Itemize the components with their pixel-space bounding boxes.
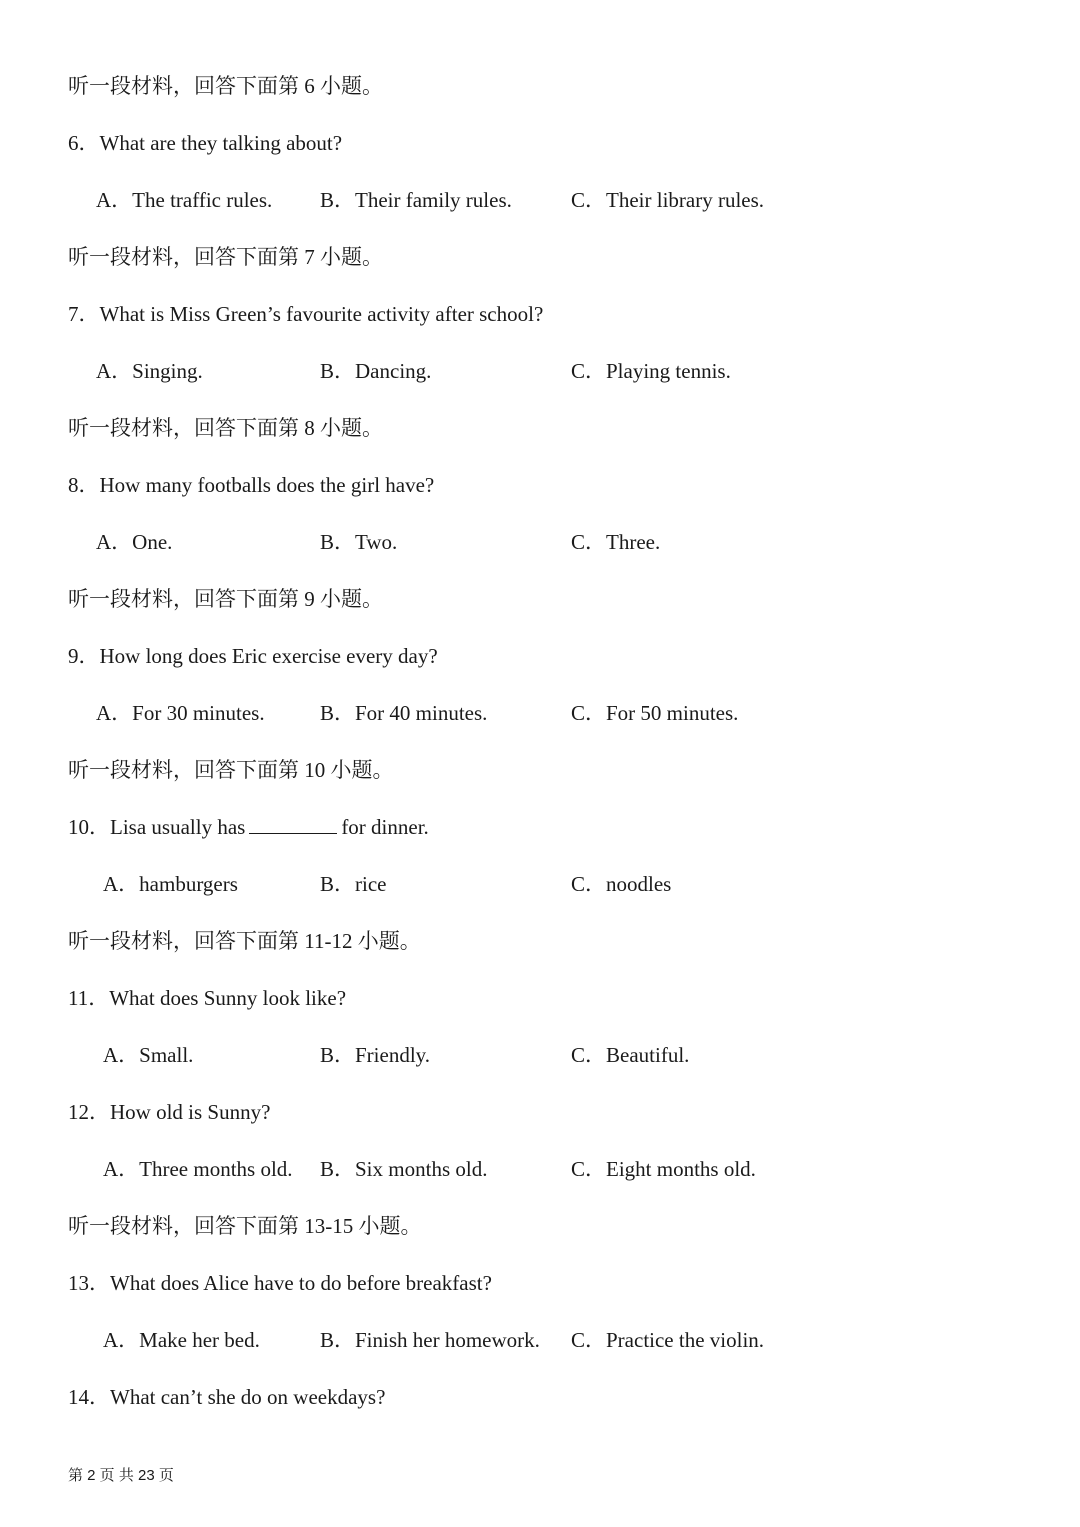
option-10a: A．hamburgers: [103, 872, 238, 896]
option-6c: C．Their library rules.: [571, 188, 765, 212]
question-9: 9．How long does Eric exercise every day?: [68, 644, 438, 668]
question-10-after: for dinner.: [341, 815, 429, 839]
instruction-q8: 听一段材料，回答下面第 8 小题。: [68, 416, 383, 440]
option-8b: B．Two.: [320, 530, 398, 554]
question-10: [68, 812, 429, 842]
option-9c: C．For 50 minutes.: [571, 701, 739, 725]
option-8c: C．Three.: [571, 530, 661, 554]
option-12c: C．Eight months old.: [571, 1157, 756, 1181]
question-11: 11．What does Sunny look like?: [68, 986, 347, 1010]
question-14: 14．What can’t she do on weekdays?: [68, 1385, 386, 1409]
instruction-q6: 听一段材料，回答下面第 6 小题。: [68, 74, 383, 98]
option-9a: A．For 30 minutes.: [96, 701, 265, 725]
option-10b: B．rice: [320, 872, 387, 896]
question-13: 13．What does Alice have to do before breakfast?: [68, 1271, 492, 1295]
instruction-q11-12: 听一段材料，回答下面第 11-12 小题。: [68, 929, 421, 953]
option-12a: A．Three months old.: [103, 1157, 293, 1181]
question-8: 8．How many footballs does the girl have?: [68, 473, 435, 497]
option-8a: A．One.: [96, 530, 173, 554]
option-7b: B．Dancing.: [320, 359, 432, 383]
question-12: 12．How old is Sunny?: [68, 1100, 271, 1124]
option-9b: B．For 40 minutes.: [320, 701, 488, 725]
page-footer: 第 2 页 共 23 页: [68, 1467, 174, 1484]
instruction-q7: 听一段材料，回答下面第 7 小题。: [68, 245, 383, 269]
instruction-q13-15: 听一段材料，回答下面第 13-15 小题。: [68, 1214, 422, 1238]
question-10-before: 10．Lisa usually has: [68, 815, 246, 839]
option-12b: B．Six months old.: [320, 1157, 488, 1181]
answer-blank: [249, 813, 337, 834]
instruction-q10: 听一段材料，回答下面第 10 小题。: [68, 758, 394, 782]
option-13c: C．Practice the violin.: [571, 1328, 765, 1352]
option-13b: B．Finish her homework.: [320, 1328, 540, 1352]
option-6b: B．Their family rules.: [320, 188, 512, 212]
option-7a: A．Singing.: [96, 359, 203, 383]
option-11a: A．Small.: [103, 1043, 194, 1067]
option-11c: C．Beautiful.: [571, 1043, 690, 1067]
instruction-q9: 听一段材料，回答下面第 9 小题。: [68, 587, 383, 611]
question-7: 7．What is Miss Green’s favourite activity after school?: [68, 302, 544, 326]
option-13a: A．Make her bed.: [103, 1328, 260, 1352]
option-7c: C．Playing tennis.: [571, 359, 731, 383]
option-11b: B．Friendly.: [320, 1043, 431, 1067]
option-10c: C．noodles: [571, 872, 672, 896]
question-6: 6．What are they talking about?: [68, 131, 343, 155]
option-6a: A．The traffic rules.: [96, 188, 273, 212]
